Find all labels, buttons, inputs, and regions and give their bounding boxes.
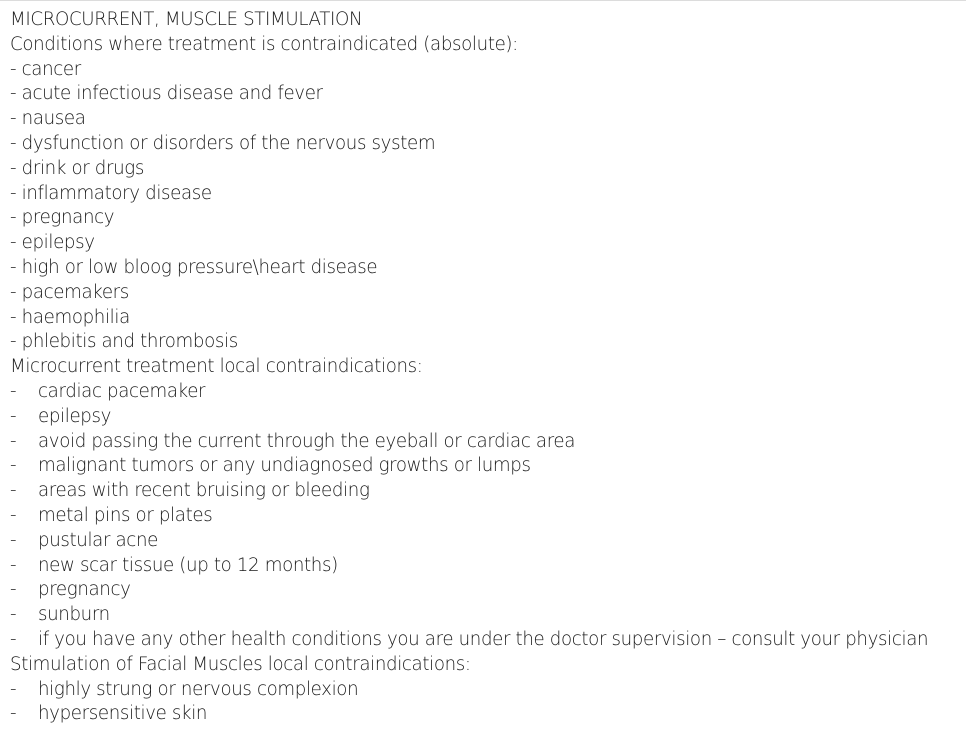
absolute-list-item: - drink or drugs bbox=[10, 157, 144, 179]
absolute-list-item: - pregnancy bbox=[10, 207, 115, 229]
local-contraindications-heading: Microcurrent treatment local contraindications: bbox=[10, 356, 423, 378]
local-item-text: malignant tumors or any undiagnosed growths or lumps bbox=[38, 455, 531, 477]
local-list-item bbox=[10, 405, 960, 430]
local-list-item bbox=[10, 454, 960, 479]
facial-item-text: hypersensitive skin bbox=[38, 703, 208, 725]
absolute-list-item: - dysfunction or disorders of the nervous system bbox=[10, 132, 436, 154]
local-item-text: new scar tissue (up to 12 months) bbox=[38, 554, 338, 576]
facial-contraindications-heading: Stimulation of Facial Muscles local contraindications: bbox=[10, 653, 471, 675]
local-item-text: avoid passing the current through the eyeball or cardiac area bbox=[38, 430, 576, 452]
absolute-list-item: - phlebitis and thrombosis bbox=[10, 331, 238, 353]
list-bullet: - bbox=[10, 678, 17, 700]
list-bullet: - bbox=[10, 405, 17, 427]
document-text bbox=[10, 8, 960, 727]
absolute-list-item: - inflammatory disease bbox=[10, 182, 212, 204]
list-bullet: - bbox=[10, 604, 17, 626]
list-bullet: - bbox=[10, 504, 17, 526]
local-item-text: metal pins or plates bbox=[38, 504, 213, 526]
facial-list-item bbox=[10, 702, 960, 727]
local-list-item bbox=[10, 578, 960, 603]
absolute-list-item: - haemophilia bbox=[10, 306, 130, 328]
list-bullet: - bbox=[10, 703, 17, 725]
list-bullet: - bbox=[10, 380, 17, 402]
local-list-item bbox=[10, 529, 960, 554]
list-bullet: - bbox=[10, 529, 17, 551]
local-item-text: if you have any other health conditions you are under the doctor supervision – consult your physician bbox=[38, 628, 929, 650]
local-list-item bbox=[10, 554, 960, 579]
local-list-item bbox=[10, 628, 960, 653]
local-item-text: cardiac pacemaker bbox=[38, 380, 206, 402]
absolute-list-item: - cancer bbox=[10, 58, 81, 80]
local-list-item bbox=[10, 479, 960, 504]
list-bullet: - bbox=[10, 480, 17, 502]
list-bullet: - bbox=[10, 430, 17, 452]
local-item-text: areas with recent bruising or bleeding bbox=[38, 480, 370, 502]
facial-list-item bbox=[10, 678, 960, 703]
local-list-item bbox=[10, 380, 960, 405]
local-item-text: pregnancy bbox=[38, 579, 131, 601]
absolute-list-item: - high or low bloog pressure\heart disease bbox=[10, 256, 378, 278]
document-title: MICROCURRENT, MUSCLE STIMULATION bbox=[10, 9, 363, 30]
absolute-list-item: - acute infectious disease and fever bbox=[10, 83, 323, 105]
local-list-item bbox=[10, 504, 960, 529]
facial-item-text: highly strung or nervous complexion bbox=[38, 678, 359, 700]
local-item-text: epilepsy bbox=[38, 405, 112, 427]
local-list-item bbox=[10, 603, 960, 628]
list-bullet: - bbox=[10, 455, 17, 477]
list-bullet: - bbox=[10, 554, 17, 576]
local-list-item bbox=[10, 430, 960, 455]
list-bullet: - bbox=[10, 628, 17, 650]
absolute-list-item: - nausea bbox=[10, 108, 86, 130]
list-bullet: - bbox=[10, 579, 17, 601]
absolute-contraindications-heading: Conditions where treatment is contraindicated (absolute): bbox=[10, 33, 518, 55]
local-item-text: sunburn bbox=[38, 604, 110, 626]
top-divider bbox=[0, 0, 966, 1]
absolute-list-item: - epilepsy bbox=[10, 232, 95, 254]
absolute-list-item: - pacemakers bbox=[10, 281, 129, 303]
local-item-text: pustular acne bbox=[38, 529, 158, 551]
